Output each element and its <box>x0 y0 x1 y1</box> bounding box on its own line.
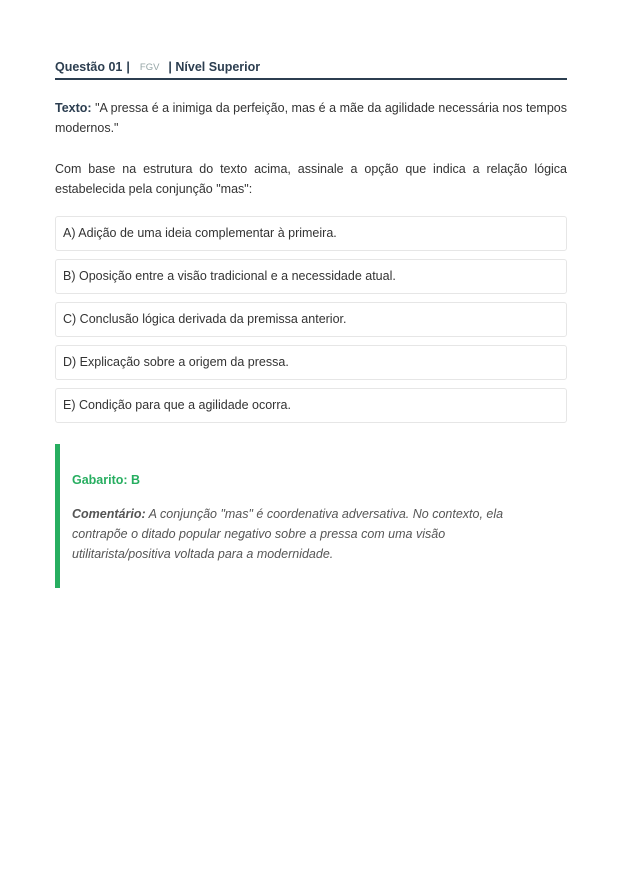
source-text-label: Texto: <box>55 101 92 115</box>
option-a[interactable]: A) Adição de uma ideia complementar à primeira. <box>55 216 567 251</box>
option-d[interactable]: D) Explicação sobre a origem da pressa. <box>55 345 567 380</box>
exam-level: | Nível Superior <box>168 60 261 74</box>
question-number: Questão 01 <box>55 60 123 74</box>
question-header <box>55 60 567 80</box>
question-page <box>55 0 567 431</box>
option-b[interactable]: B) Oposição entre a visão tradicional e a necessidade atual. <box>55 259 567 294</box>
options-list <box>55 216 567 423</box>
answer-comment <box>72 504 527 564</box>
source-text <box>55 98 567 138</box>
exam-board: FGV <box>139 62 160 73</box>
answer-box <box>55 444 567 588</box>
answer-key: Gabarito: B <box>72 473 141 487</box>
comment-text: A conjunção "mas" é coordenativa adversativa. No contexto, ela contrapõe o ditado popular negativo sobre a pressa com uma visão utilitarista/positiva voltada para a modernidade. <box>72 507 504 561</box>
question-prompt: Com base na estrutura do texto acima, assinale a opção que indica a relação lógica estabelecida pela conjunção "mas": <box>55 162 567 196</box>
header-separator: | <box>126 60 130 74</box>
comment-label: Comentário: <box>72 507 146 521</box>
option-c[interactable]: C) Conclusão lógica derivada da premissa anterior. <box>55 302 567 337</box>
option-e[interactable]: E) Condição para que a agilidade ocorra. <box>55 388 567 423</box>
source-text-content: "A pressa é a inimiga da perfeição, mas é a mãe da agilidade necessária nos tempos modernos." <box>55 101 567 135</box>
